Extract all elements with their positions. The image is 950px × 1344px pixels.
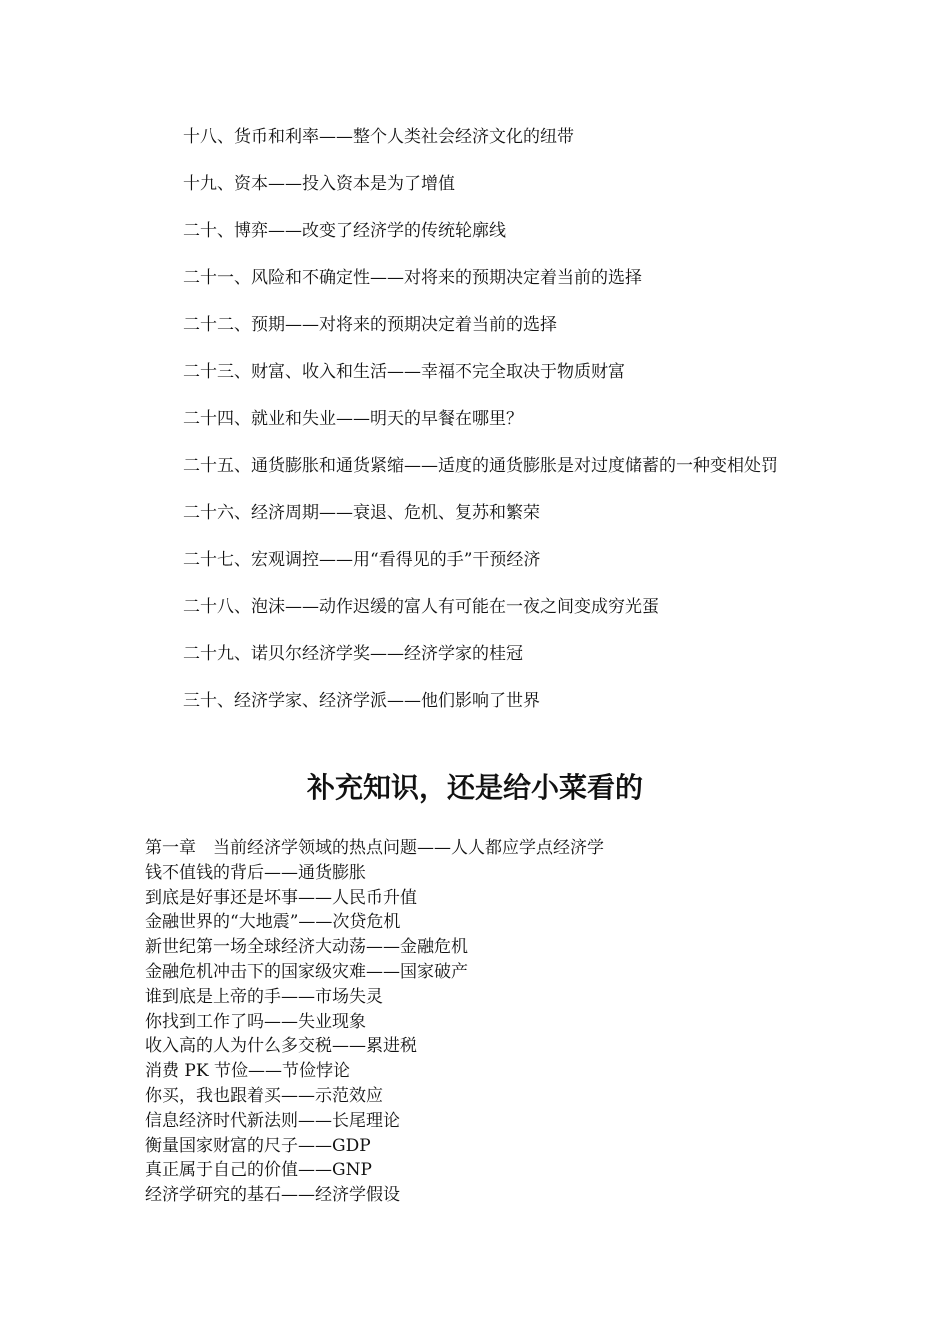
list-item: 金融世界的“大地震”——次贷危机 xyxy=(145,912,401,933)
toc-item: 二十四、就业和失业——明天的早餐在哪里？ xyxy=(183,409,523,429)
toc-list xyxy=(145,124,810,735)
chapter-heading: 第一章 当前经济学领域的热点问题——人人都应学点经济学 xyxy=(145,838,604,858)
list-item: 真正属于自己的价值——GNP xyxy=(145,1160,372,1181)
list-item: 收入高的人为什么多交税——累进税 xyxy=(145,1036,417,1057)
list-item: 你找到工作了吗——失业现象 xyxy=(145,1011,366,1032)
list-item: 到底是好事还是坏事——人民币升值 xyxy=(145,887,417,908)
toc-item: 二十八、泡沫——动作迟缓的富人有可能在一夜之间变成穷光蛋 xyxy=(183,597,659,617)
toc-item: 十九、资本——投入资本是为了增值 xyxy=(183,174,455,194)
list-item: 新世纪第一场全球经济大动荡——金融危机 xyxy=(145,937,468,958)
supplementary-list xyxy=(145,836,810,1208)
list-item: 经济学研究的基石——经济学假设 xyxy=(145,1185,400,1206)
list-item: 钱不值钱的背后——通货膨胀 xyxy=(145,862,366,883)
list-item: 衡量国家财富的尺子——GDP xyxy=(145,1135,371,1156)
toc-item: 二十二、预期——对将来的预期决定着当前的选择 xyxy=(183,315,557,335)
toc-item: 二十六、经济周期——衰退、危机、复苏和繁荣 xyxy=(183,503,540,523)
toc-item: 二十一、风险和不确定性——对将来的预期决定着当前的选择 xyxy=(183,268,642,288)
toc-item: 三十、经济学家、经济学派——他们影响了世界 xyxy=(183,691,540,711)
toc-item: 二十七、宏观调控——用“看得见的手”干预经济 xyxy=(183,550,541,570)
list-item: 谁到底是上帝的手——市场失灵 xyxy=(145,986,383,1007)
list-item: 消费 PK 节俭——节俭悖论 xyxy=(145,1061,350,1082)
list-item: 你买，我也跟着买——示范效应 xyxy=(145,1085,383,1106)
section-title: 补充知识，还是给小菜看的 xyxy=(306,771,643,804)
toc-item: 二十三、财富、收入和生活——幸福不完全取决于物质财富 xyxy=(183,362,625,382)
toc-item: 二十、博弈——改变了经济学的传统轮廓线 xyxy=(183,221,506,241)
toc-item: 二十九、诺贝尔经济学奖——经济学家的桂冠 xyxy=(183,644,523,664)
list-item: 信息经济时代新法则——长尾理论 xyxy=(145,1110,400,1131)
list-item: 金融危机冲击下的国家级灾难——国家破产 xyxy=(145,961,468,982)
toc-item: 十八、货币和利率——整个人类社会经济文化的纽带 xyxy=(183,127,574,147)
toc-item: 二十五、通货膨胀和通货紧缩——适度的通货膨胀是对过度储蓄的一种变相处罚 xyxy=(183,456,778,476)
